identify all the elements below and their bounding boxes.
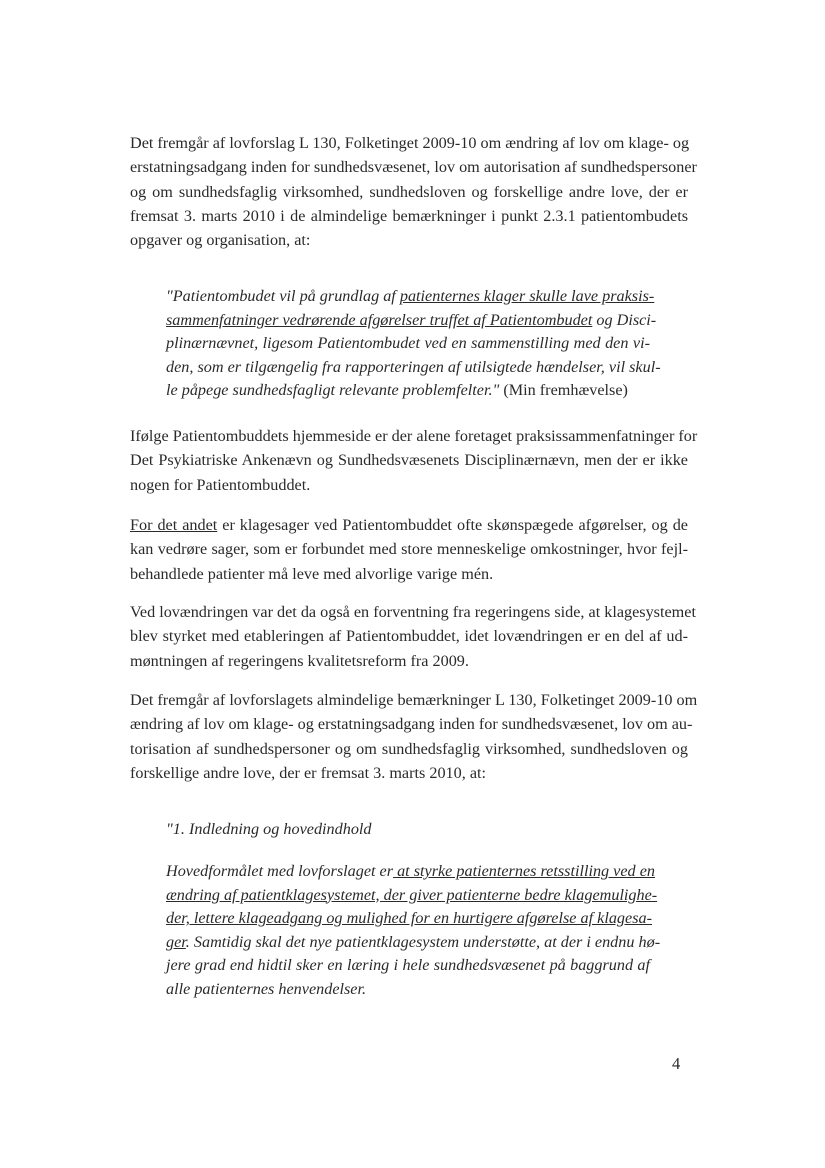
paragraph-intro (130, 131, 697, 252)
quote-line: alle patienternes henvendelser. (166, 979, 367, 998)
underlined-text: ger (166, 932, 186, 951)
quote-heading (166, 818, 650, 842)
page-number: 4 (672, 1054, 681, 1073)
underlined-text: patienternes klager skulle lave praksis- (399, 287, 655, 305)
text-line: og om sundhedsfaglig virksomhed, sundhedsloven og forskellige andre love, der er (130, 182, 688, 201)
quote-line: Hovedformålet med lovforslaget er at styrke patienternes retsstilling ved en (166, 862, 655, 880)
paragraph-lovaendringen (130, 600, 696, 673)
quote-line: sammenfatninger vedrørende afgørelser truffet af Patientombudet og Disci- (166, 310, 657, 329)
quote-heading-text: "1. Indledning og hovedindhold (166, 820, 372, 838)
quote-line: le påpege sundhedsfagligt relevante problemfelter." (Min fremhævelse) (166, 381, 628, 400)
paragraph-praksissammenfatninger (130, 424, 698, 497)
text-line: kan vedrøre sager, som er forbundet med store menneskelige omkostninger, hvor fejl- (130, 540, 688, 559)
text-line: ændring af lov om klage- og erstatningsadgang inden for sundhedsvæsenet, lov om au- (130, 715, 693, 734)
text-line: Ved lovændringen var det da også en forventning fra regeringens side, at klagesystemet (130, 603, 696, 621)
underlined-text: at styrke patienternes retsstilling ved en (393, 862, 655, 880)
quote-line: plinærnævnet, ligesom Patientombudet ved en sammenstilling med den vi- (166, 334, 650, 353)
text-line: møntningen af regeringens kvalitetsreform fra 2009. (130, 651, 469, 670)
text-line: Det fremgår af lovforslagets almindelige bemærkninger L 130, Folketinget 2009-10 om (130, 691, 698, 709)
underlined-text: For det andet (130, 516, 218, 534)
text-line: Det fremgår af lovforslag L 130, Folketinget 2009-10 om ændring af lov om klage- og (130, 134, 690, 152)
block-quote-patientombudet (166, 285, 661, 403)
underlined-text: sammenfatninger vedrørende afgørelser truffet af Patientombudet (166, 310, 593, 329)
emphasis-remark: (Min fremhævelse) (503, 381, 628, 400)
text-line: behandlede patienter må leve med alvorlige varige mén. (130, 564, 494, 583)
quote-line: jere grad end hidtil sker en læring i hele sundhedsvæsenet på baggrund af (166, 956, 650, 975)
text-line: erstatningsadgang inden for sundhedsvæsenet, lov om autorisation af sundhedspersoner (130, 158, 697, 177)
text-line: Ifølge Patientombuddets hjemmeside er der alene foretaget praksissammenfatninger for (130, 427, 698, 445)
text-line: Det Psykiatriske Ankenævn og Sundhedsvæsenets Disciplinærnævn, men der er ikke (130, 451, 688, 470)
underlined-text: ændring af patientklagesystemet, der giver patienterne bedre klagemulighe- (166, 885, 658, 904)
text-line: opgaver og organisation, at: (130, 231, 311, 250)
quote-line: ger. Samtidig skal det nye patientklagesystem understøtte, at der i endnu hø- (166, 932, 661, 951)
quote-line (166, 884, 658, 908)
text-line: For det andet er klagesager ved Patientombuddet ofte skønspægede afgørelser, og de (130, 516, 688, 534)
underlined-text: der, lettere klageadgang og mulighed for en hurtigere afgørelse af klagesa- (166, 909, 652, 928)
text-line: forskellige andre love, der er fremsat 3. marts 2010, at: (130, 763, 486, 782)
text-line: torisation af sundhedspersoner og om sundhedsfaglig virksomhed, sundhedsloven og (130, 739, 688, 758)
quote-line: den, som er tilgængelig fra rapporteringen af utilsigtede hændelser, vil skul- (166, 357, 661, 376)
quote-line: "Patientombudet vil på grundlag af patienternes klager skulle lave praksis- (166, 287, 655, 305)
quote-line (166, 907, 650, 931)
block-quote-hovedformaal (166, 860, 661, 1002)
paragraph-for-det-andet (130, 513, 688, 586)
text-line: nogen for Patientombuddet. (130, 475, 311, 494)
text-line: blev styrket med etableringen af Patientombuddet, idet lovændringen er en del af ud- (130, 627, 688, 646)
paragraph-lovforslagets-bemaerkninger (130, 688, 698, 785)
text-line: fremsat 3. marts 2010 i de almindelige bemærkninger i punkt 2.3.1 patientombudets (130, 206, 688, 225)
